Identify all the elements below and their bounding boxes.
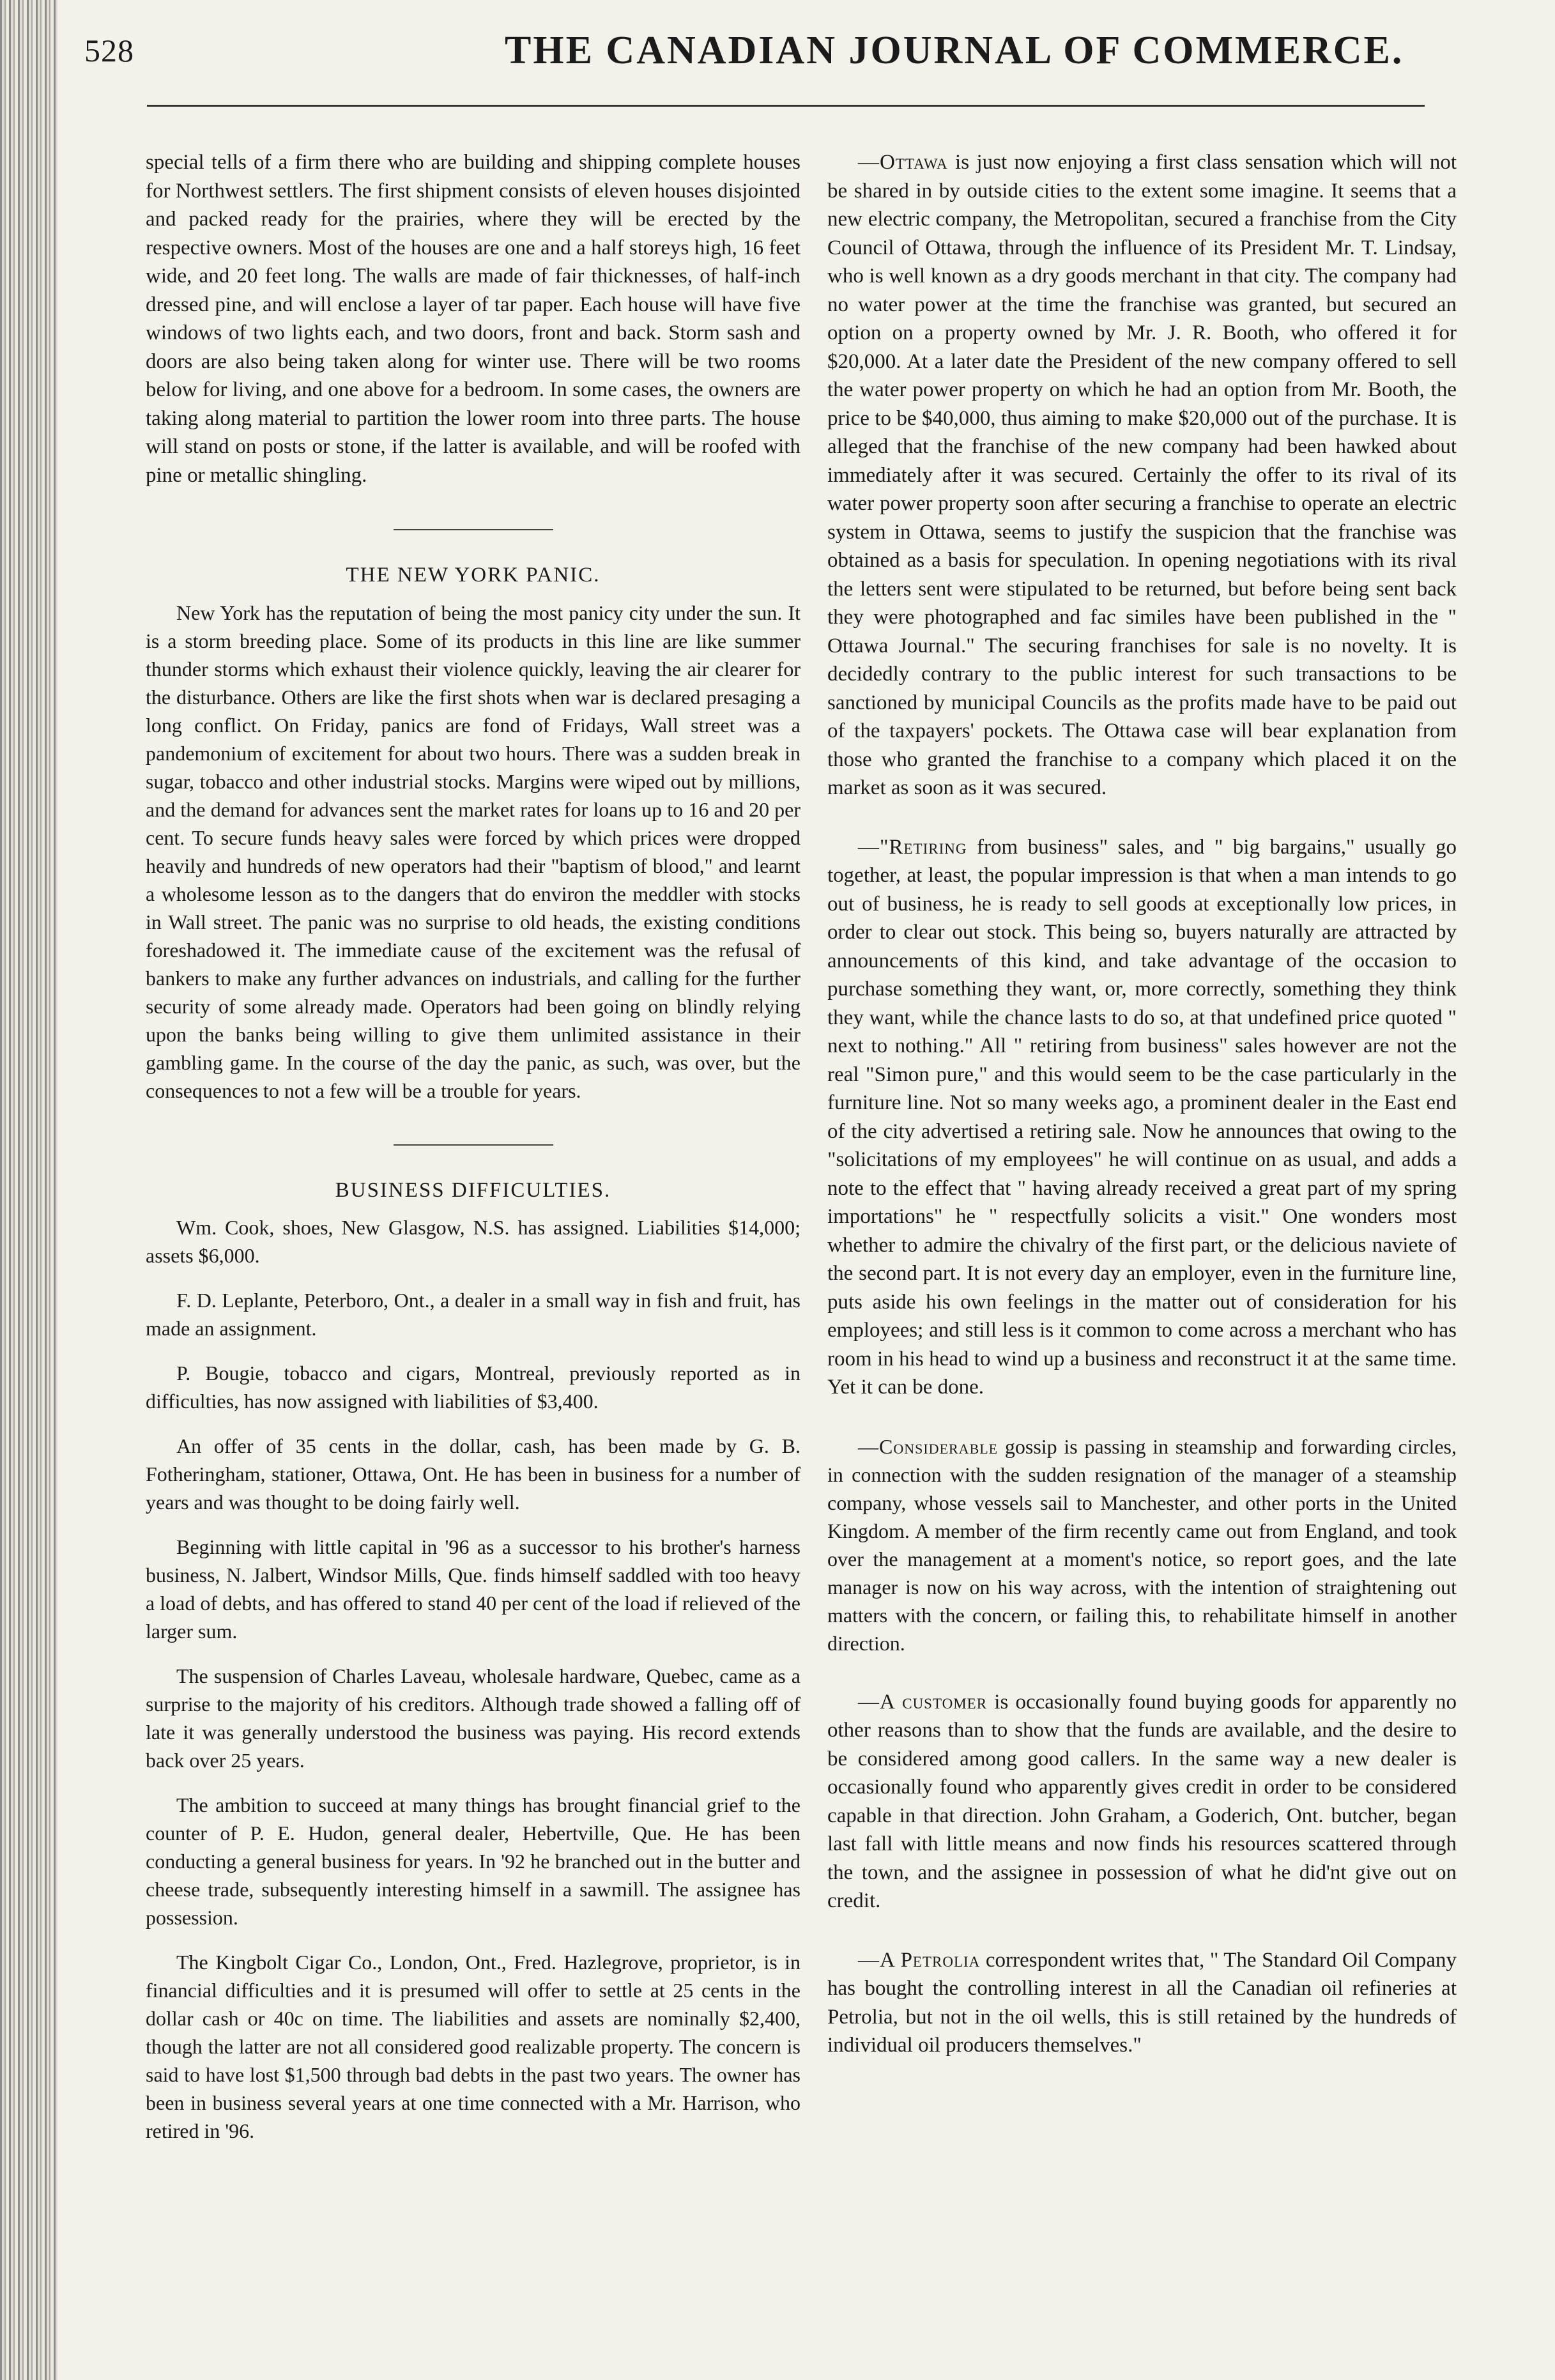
- difficulty-item: An offer of 35 cents in the dollar, cash, has been made by G. B. Fotheringham, stationer, Ottawa, Ont. He has been in business for a number of years and was thought to be doing fairly well.: [146, 1434, 800, 1514]
- settlers-houses-paragraph: special tells of a firm there who are building and shipping complete houses for Northwest settlers. The first shipment consists of eleven houses disjointed and packed ready for the prairies, where they will be erected by the respective owners. Most of the houses are one and a half storeys high, 16 feet wide, and 20 feet long. The walls are made of fair thicknesses, of half-inch dressed pine, and will enclose a layer of tar paper. Each house will have five windows of two lights each, and two doors, front and back. Storm sash and doors are also being taken along for winter use. There will be two rooms below for living, and one above for a bedroom. In some cases, the owners are taking along material to partition the lower room into three parts. The house will stand on posts or stone, if the latter is available, and will be roofed with pine or metallic shingling.: [146, 151, 800, 487]
- page-header: [70, 26, 1476, 83]
- new-york-panic-body: New York has the reputation of being the most panicy city under the sun. It is a storm breeding place. Some of its products in this line are like summer thunder storms which exhaust their violence quickly, leaving the air clearer for the disturbance. Others are like the first shots when war is declared presaging a long conflict. On Friday, panics are fond of Fridays, Wall street was a pandemonium of excitement for about two hours. There was a sudden break in sugar, tobacco and other industrial stocks. Margins were wiped out by millions, and the demand for advances sent the market rates for loans up to 16 and 20 per cent. To secure funds heavy sales were forced by which prices were dropped heavily and hundreds of new operators had their "baptism of blood," and learnt a wholesome lesson as to the dangers that do environ the meddler with stocks in Wall street. The panic was no surprise to old heads, the existing conditions foreshadowed it. The immediate cause of the excitement was the refusal of bankers to make any further advances on industrials, and calling for the further security of some already made. Operators had been going on blindly relying upon the banks being willing to give them unlimited assistance in their gambling game. In the course of the day the panic, as such, was over, but the consequences to not a few will be a trouble for years.: [146, 601, 800, 1102]
- page-number: 528: [84, 33, 134, 68]
- news-item-retiring-sales: [827, 833, 1457, 1402]
- difficulty-item: The Kingbolt Cigar Co., London, Ont., Fred. Hazlegrove, proprietor, is in financial difficulties and it is presumed will offer to settle at 25 cents in the dollar cash or 40c on time. The liabilities and assets are nominally $2,400, though the latter are not all considered good realizable property. The concern is said to have lost $1,500 through bad debts in the past two years. The owner has been in business several years at one time connected with a Mr. Harrison, who retired in '96.: [146, 1951, 800, 2142]
- left-column: [146, 148, 800, 2161]
- difficulty-item: The ambition to succeed at many things has brought financial grief to the counter of P. E. Hudon, general dealer, Hebertville, Que. He has been conducting a general business for years. In '92 he branched out in the butter and cheese trade, subsequently interesting himself in a sawmill. The assignee has possession.: [146, 1793, 800, 1929]
- difficulty-item: The suspension of Charles Laveau, wholesale hardware, Quebec, came as a surprise to the majority of his creditors. Although trade showed a falling off of late it was generally understood the business was paying. His record extends back over 25 years.: [146, 1664, 800, 1772]
- difficulty-item: F. D. Leplante, Peterboro, Ont., a dealer in a small way in fish and fruit, has made an assignment.: [146, 1289, 800, 1340]
- news-item-lead: —"Retiring: [858, 835, 967, 859]
- difficulty-item: P. Bougie, tobacco and cigars, Montreal, previously reported as in difficulties, has now assigned with liabilities of $3,400.: [146, 1362, 800, 1413]
- news-item-customer: [827, 1688, 1457, 1916]
- news-item-body: is occasionally found buying goods for apparently no other reasons than to show that the funds are available, and the desire to be considered among good callers. In the same way a new dealer is occasionally found who apparently gives credit in order to be considered capable in that direction. John Graham, a Goderich, Ont. butcher, began last fall with little means and now finds his resources scattered through the town, and the assignee in possession of what he did'nt give out on credit.: [827, 1690, 1457, 1912]
- header-rule: [147, 105, 1425, 107]
- news-item-lead: —A Petrolia: [858, 1948, 981, 1972]
- business-difficulties-heading: BUSINESS DIFFICULTIES.: [335, 1178, 611, 1202]
- news-item-steamship-gossip: [827, 1432, 1457, 1657]
- news-item-body: is just now enjoying a first class sensation which will not be shared in by outside cities to the extent some imagine. It seems that a new electric company, the Metropolitan, secured a franchise from the City Council of Ottawa, through the influence of its President Mr. T. Lindsay, who is well known as a dry goods merchant in that city. The company had no water power at the time the franchise was granted, but secured an option on a property owned by Mr. J. R. Booth, who offered it for $20,000. At a later date the President of the new company offered to sell the water power property on which he had an option from Mr. Booth, the price to be $40,000, thus aiming to make $20,000 out of the purchase. It is alleged that the franchise of the new company had been hawked about immediately after it was secured. Certainly the offer to its rival of its water power property soon after securing a franchise to operate an electric system in Ottawa, seems to justify the suspicion that the franchise was obtained as a basis for speculation. In opening negotiations with its rival the letters sent were stipulated to be returned, but before being sent back they were photographed and fac similes have been published in the " Ottawa Journal." The securing franchises for sale is no novelty. It is decidedly contrary to the public interest for such transactions to be sanctioned by municipal Councils as the profits made have to be paid out of the taxpayers' pockets. The Ottawa case will bear explanation from those who granted the franchise to a company which placed it on the market as soon as it was secured.: [827, 151, 1457, 799]
- page-binding-edge: [0, 0, 57, 2380]
- right-column: [827, 148, 1457, 2077]
- section-divider: [394, 1144, 553, 1146]
- section-divider: [394, 529, 553, 530]
- news-item-body: from business" sales, and " big bargains," usually go together, at least, the popular impression is that when a man intends to go out of business, he is ready to sell goods at exceptionally low prices, in order to clear out stock. This being so, buyers naturally are attracted by announcements of this kind, and take advantage of the occasion to purchase something they want, or, more correctly, something they think they want, while the chance lasts to do so, at that undefined price quoted " next to nothing." All " retiring from business" sales however are not the real "Simon pure," and this would seem to be the case particularly in the furniture line. Not so many weeks ago, a prominent dealer in the East end of the city advertised a retiring sale. Now he announces that owing to the "solicitations of my employees" he will continue on as usual, and adds a note to the effect that " having already received a great part of my spring importations" he " respectfully solicits a visit." One wonders most whether to admire the chivalry of the first part, or the delicious naviete of the second part. It is not every day an employer, even in the furniture line, puts aside his own feelings in the matter out of consideration for his employees; and still less is it common to come across a merchant who has room in his head to wind up a business and reconstruct it at the same time. Yet it can be done.: [827, 835, 1457, 1399]
- news-item-lead: —Ottawa: [858, 151, 948, 174]
- news-item-body: correspondent writes that, " The Standard Oil Company has bought the controlling interest in all the Canadian oil refineries at Petrolia, but not in the oil wells, this is still retained by the hundreds of individual oil producers themselves.": [827, 1948, 1457, 2057]
- difficulty-item: Wm. Cook, shoes, New Glasgow, N.S. has assigned. Liabilities $14,000; assets $6,000.: [146, 1216, 800, 1267]
- news-item-lead: —Considerable: [858, 1434, 999, 1458]
- journal-title: THE CANADIAN JOURNAL OF COMMERCE.: [505, 29, 1404, 72]
- news-item-petrolia: [827, 1946, 1457, 2060]
- new-york-panic-heading: THE NEW YORK PANIC.: [346, 564, 601, 587]
- difficulty-item: Beginning with little capital in '96 as a successor to his brother's harness business, N. Jalbert, Windsor Mills, Que. finds himself saddled with too heavy a load of debts, and has offered to stand 40 per cent of the load if relieved of the larger sum.: [146, 1535, 800, 1643]
- news-item-ottawa: [827, 148, 1457, 802]
- news-item-body: gossip is passing in steamship and forwarding circles, in connection with the sudden resignation of the manager of a steamship company, whose vessels sail to Manchester, and other ports in the United Kingdom. A member of the firm recently came out from England, and took over the management at a moment's notice, so report goes, and the late manager is now on his way across, with the intention of straightening out matters with the concern, or failing this, to rehabilitate himself in another direction.: [827, 1434, 1457, 1655]
- news-item-lead: —A customer: [858, 1690, 988, 1714]
